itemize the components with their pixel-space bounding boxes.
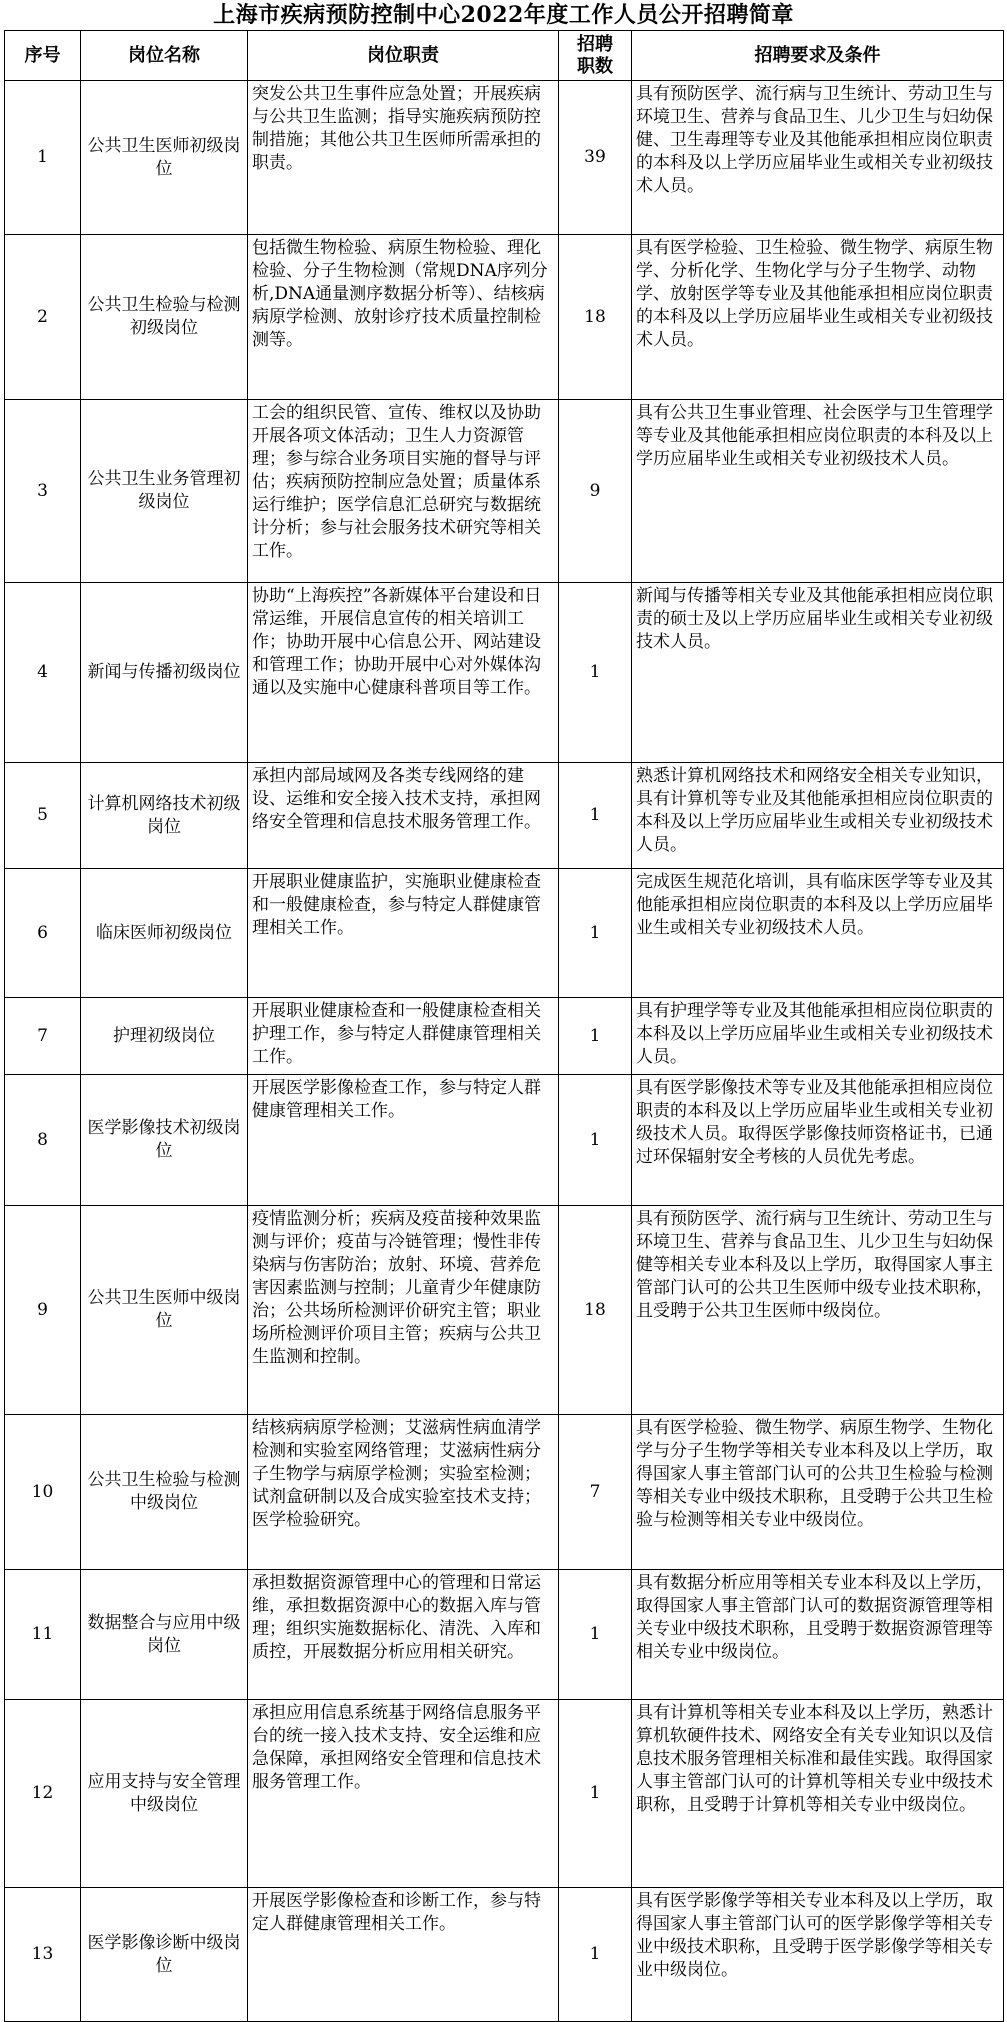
table-row	[5, 400, 1004, 583]
row-index: 3	[5, 400, 81, 583]
row-count: 1	[559, 1075, 632, 1206]
row-duties: 突发公共卫生事件应急处置；开展疾病与公共卫生监测；指导实施疾病预防控制措施；其他公共卫生医师所需承担的职责。	[248, 81, 559, 235]
table-body	[5, 81, 1004, 2022]
row-requirements: 具有计算机等相关专业本科及以上学历，熟悉计算机软硬件技术、网络安全有关专业知识以及信息技术服务管理相关标准和最佳实践。取得国家人事主管部门认可的计算机等相关专业中级技术职称，且受聘于计算机等相关专业中级岗位。	[632, 1700, 1004, 1888]
row-position: 护理初级岗位	[81, 998, 248, 1075]
row-requirements: 新闻与传播等相关专业及其他能承担相应岗位职责的硕士及以上学历应届毕业生或相关专业初级技术人员。	[632, 583, 1004, 763]
row-requirements: 具有数据分析应用等相关专业本科及以上学历，取得国家人事主管部门认可的数据资源管理等相关专业中级技术职称，且受聘于数据资源管理等相关专业中级岗位。	[632, 1570, 1004, 1700]
table-row	[5, 1570, 1004, 1700]
table-row	[5, 583, 1004, 763]
row-count: 39	[559, 81, 632, 235]
row-position: 数据整合与应用中级岗位	[81, 1570, 248, 1700]
row-requirements: 具有护理学等专业及其他能承担相应岗位职责的本科及以上学历应届毕业生或相关专业初级技术人员。	[632, 998, 1004, 1075]
row-duties: 承担数据资源管理中心的管理和日常运维，承担数据资源中心的数据入库与管理；组织实施数据标化、清洗、入库和质控，开展数据分析应用相关研究。	[248, 1570, 559, 1700]
row-count: 9	[559, 400, 632, 583]
row-position: 应用支持与安全管理中级岗位	[81, 1700, 248, 1888]
row-position: 医学影像诊断中级岗位	[81, 1888, 248, 2022]
header-count	[559, 31, 632, 81]
row-requirements: 具有医学影像学等相关专业本科及以上学历，取得国家人事主管部门认可的医学影像学等相关专业中级技术职称，且受聘于医学影像学等相关专业中级岗位。	[632, 1888, 1004, 2022]
row-requirements: 熟悉计算机网络技术和网络安全相关专业知识，具有计算机等专业及其他能承担相应岗位职责的本科及以上学历应届毕业生或相关专业初级技术人员。	[632, 763, 1004, 869]
row-index: 1	[5, 81, 81, 235]
table-row	[5, 869, 1004, 998]
table-row	[5, 1415, 1004, 1570]
row-duties: 结核病病原学检测；艾滋病性病血清学检测和实验室网络管理；艾滋病性病分子生物学与病原学检测；实验室检测；试剂盒研制以及合成实验室技术支持；医学检验研究。	[248, 1415, 559, 1570]
row-duties: 疫情监测分析；疾病及疫苗接种效果监测与评价；疫苗与冷链管理；慢性非传染病与伤害防治；放射、环境、营养危害因素监测与控制；儿童青少年健康防治；公共场所检测评价研究主管；职业场所检测评价项目主管；疾病与公共卫生监测和控制。	[248, 1206, 559, 1415]
row-position: 医学影像技术初级岗位	[81, 1075, 248, 1206]
row-position: 公共卫生业务管理初级岗位	[81, 400, 248, 583]
row-requirements: 具有医学检验、卫生检验、微生物学、病原生物学、分析化学、生物化学与分子生物学、动物学、放射医学等专业及其他能承担相应岗位职责的本科及以上学历应届毕业生或相关专业初级技术人员。	[632, 235, 1004, 400]
table-row	[5, 1888, 1004, 2022]
row-count: 7	[559, 1415, 632, 1570]
row-duties: 包括微生物检验、病原生物检验、理化检验、分子生物检测（常规DNA序列分析,DNA通量测序数据分析等）、结核病病原学检测、放射诊疗技术质量控制检测等。	[248, 235, 559, 400]
row-duties: 开展医学影像检查工作，参与特定人群健康管理相关工作。	[248, 1075, 559, 1206]
row-duties: 承担内部局域网及各类专线网络的建设、运维和安全接入技术支持，承担网络安全管理和信息技术服务管理工作。	[248, 763, 559, 869]
row-position: 临床医师初级岗位	[81, 869, 248, 998]
table-row	[5, 1075, 1004, 1206]
table-row	[5, 763, 1004, 869]
row-duties: 开展职业健康监护，实施职业健康检查和一般健康检查，参与特定人群健康管理相关工作。	[248, 869, 559, 998]
document-title: 上海市疾病预防控制中心2022年度工作人员公开招聘简章	[213, 2, 794, 28]
header-count-text: 招聘职数	[577, 33, 613, 77]
table-row	[5, 235, 1004, 400]
row-index: 8	[5, 1075, 81, 1206]
row-position: 公共卫生医师中级岗位	[81, 1206, 248, 1415]
row-requirements: 具有预防医学、流行病与卫生统计、劳动卫生与环境卫生、营养与食品卫生、儿少卫生与妇幼保健、卫生毒理等专业及其他能承担相应岗位职责的本科及以上学历应届毕业生或相关专业初级技术人员。	[632, 81, 1004, 235]
row-position: 公共卫生医师初级岗位	[81, 81, 248, 235]
row-count: 1	[559, 869, 632, 998]
row-position: 新闻与传播初级岗位	[81, 583, 248, 763]
row-index: 4	[5, 583, 81, 763]
row-requirements: 具有预防医学、流行病与卫生统计、劳动卫生与环境卫生、营养与食品卫生、儿少卫生与妇幼保健等相关专业本科及以上学历，取得国家人事主管部门认可的公共卫生医师中级专业技术职称，且受聘于公共卫生医师中级岗位。	[632, 1206, 1004, 1415]
table-row	[5, 1206, 1004, 1415]
row-duties: 协助“上海疾控”各新媒体平台建设和日常运维，开展信息宣传的相关培训工作；协助开展中心信息公开、网站建设和管理工作；协助开展中心对外媒体沟通以及实施中心健康科普项目等工作。	[248, 583, 559, 763]
row-index: 5	[5, 763, 81, 869]
row-count: 18	[559, 235, 632, 400]
row-duties: 开展职业健康检查和一般健康检查相关护理工作，参与特定人群健康管理相关工作。	[248, 998, 559, 1075]
table-row	[5, 81, 1004, 235]
row-count: 1	[559, 998, 632, 1075]
header-requirements: 招聘要求及条件	[632, 31, 1004, 81]
header-index: 序号	[5, 31, 81, 81]
row-duties: 工会的组织民管、宣传、维权以及协助开展各项文体活动；卫生人力资源管理；参与综合业务项目实施的督导与评估；疾病预防控制应急处置；质量体系运行维护；医学信息汇总研究与数据统计分析；参与社会服务技术研究等相关工作。	[248, 400, 559, 583]
row-position: 公共卫生检验与检测中级岗位	[81, 1415, 248, 1570]
row-position: 公共卫生检验与检测初级岗位	[81, 235, 248, 400]
table-row	[5, 1700, 1004, 1888]
table-header-row	[5, 31, 1004, 81]
row-index: 11	[5, 1570, 81, 1700]
row-requirements: 具有医学影像技术等专业及其他能承担相应岗位职责的本科及以上学历应届毕业生或相关专业初级技术人员。取得医学影像技师资格证书，已通过环保辐射安全考核的人员优先考虑。	[632, 1075, 1004, 1206]
row-count: 18	[559, 1206, 632, 1415]
recruitment-table	[4, 30, 1004, 2022]
header-position: 岗位名称	[81, 31, 248, 81]
row-duties: 承担应用信息系统基于网络信息服务平台的统一接入技术支持、安全运维和应急保障，承担网络安全管理和信息技术服务管理工作。	[248, 1700, 559, 1888]
row-index: 12	[5, 1700, 81, 1888]
row-requirements: 具有医学检验、微生物学、病原生物学、生物化学与分子生物学等相关专业本科及以上学历，取得国家人事主管部门认可的公共卫生检验与检测等相关专业中级技术职称，且受聘于公共卫生检验与检测等相关专业中级岗位。	[632, 1415, 1004, 1570]
row-count: 1	[559, 1570, 632, 1700]
row-requirements: 具有公共卫生事业管理、社会医学与卫生管理学等专业及其他能承担相应岗位职责的本科及以上学历应届毕业生或相关专业初级技术人员。	[632, 400, 1004, 583]
header-duties: 岗位职责	[248, 31, 559, 81]
row-requirements: 完成医生规范化培训，具有临床医学等专业及其他能承担相应岗位职责的本科及以上学历应届毕业生或相关专业初级技术人员。	[632, 869, 1004, 998]
row-count: 1	[559, 1888, 632, 2022]
table-row	[5, 998, 1004, 1075]
row-index: 7	[5, 998, 81, 1075]
row-count: 1	[559, 763, 632, 869]
row-duties: 开展医学影像检查和诊断工作，参与特定人群健康管理相关工作。	[248, 1888, 559, 2022]
row-index: 2	[5, 235, 81, 400]
row-position: 计算机网络技术初级岗位	[81, 763, 248, 869]
row-index: 13	[5, 1888, 81, 2022]
row-count: 1	[559, 1700, 632, 1888]
row-count: 1	[559, 583, 632, 763]
row-index: 9	[5, 1206, 81, 1415]
row-index: 10	[5, 1415, 81, 1570]
row-index: 6	[5, 869, 81, 998]
